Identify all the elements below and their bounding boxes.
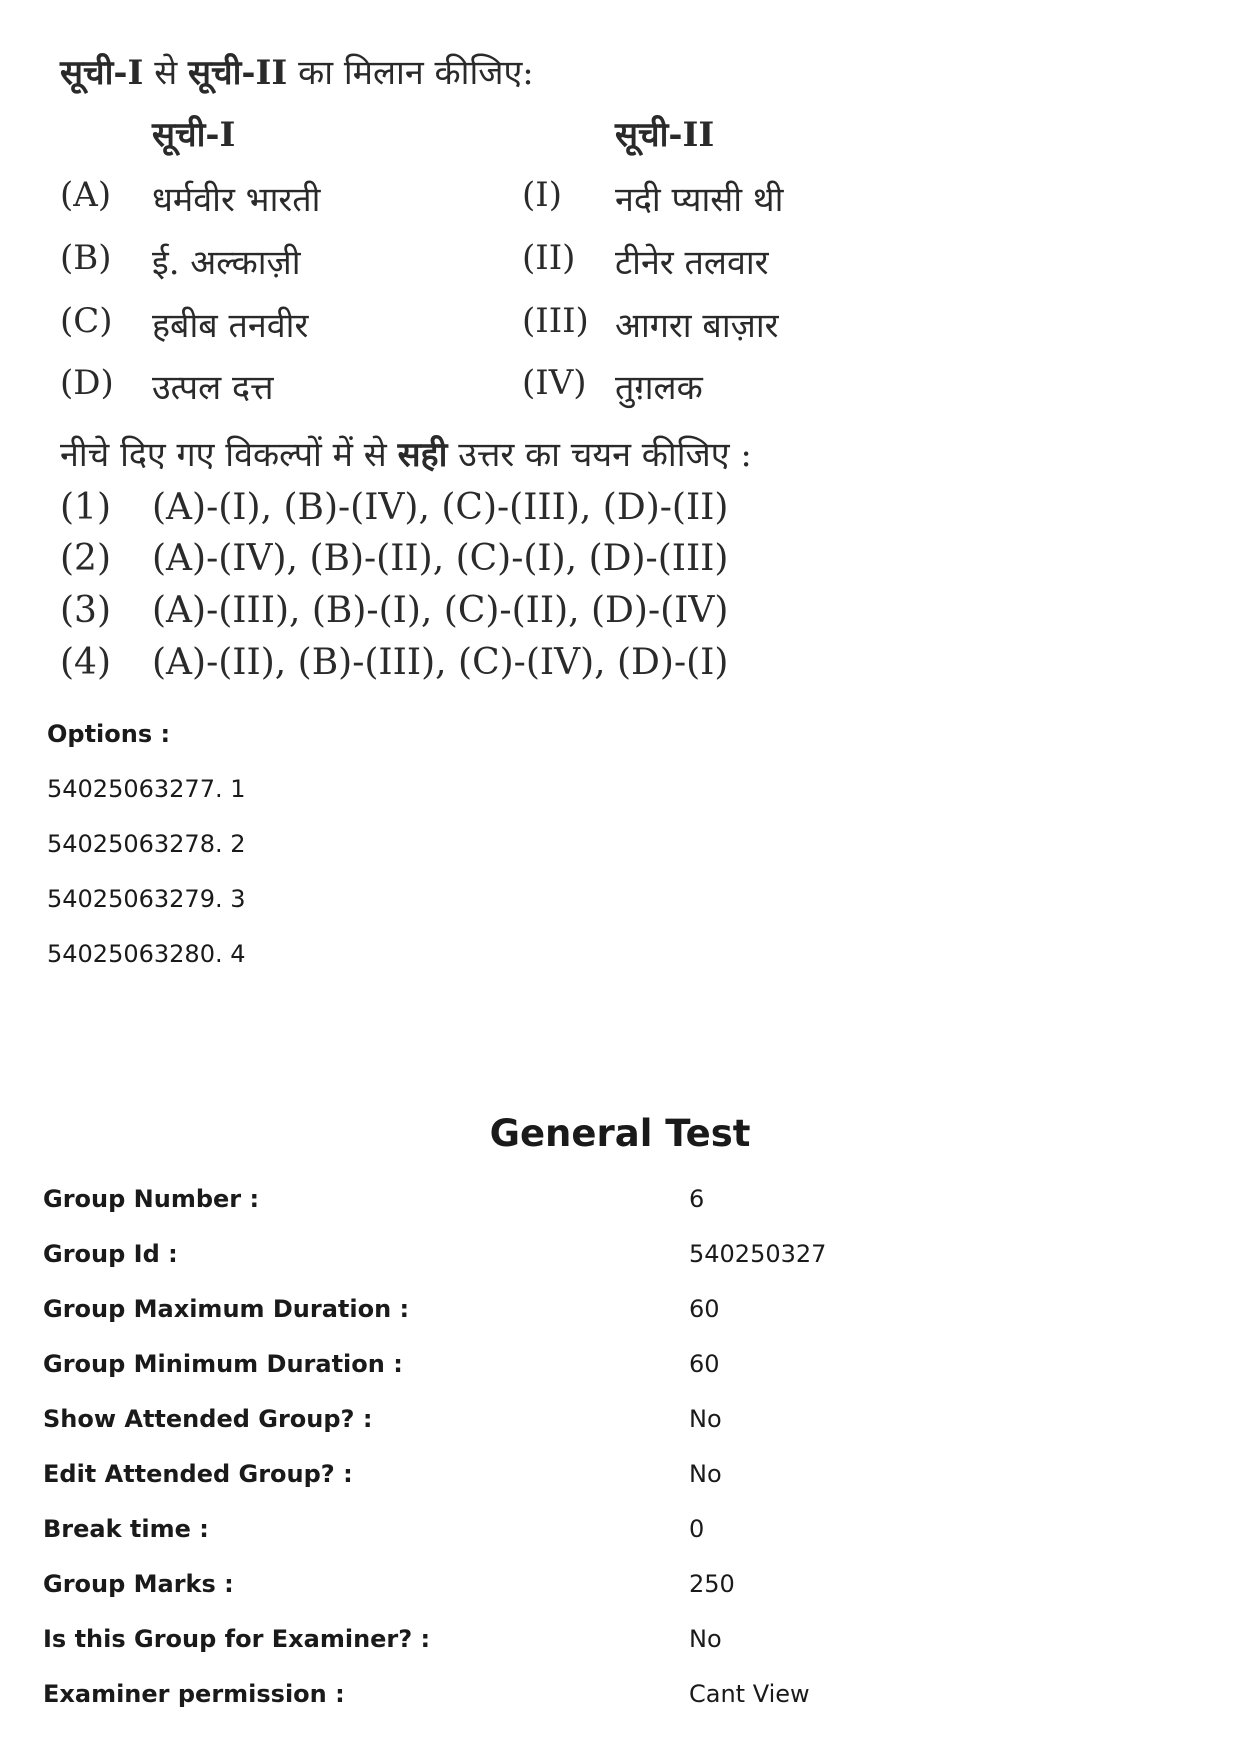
instruction-emphasis: सही — [397, 435, 448, 475]
meta-row-for-examiner — [43, 1625, 1193, 1665]
left-label: (B) — [60, 238, 112, 278]
meta-row-min-duration — [43, 1350, 1193, 1390]
title-rest: का मिलान कीजिए: — [287, 53, 534, 93]
meta-row-edit-attended — [43, 1460, 1193, 1500]
meta-value: 60 — [689, 1295, 720, 1323]
instruction-start: नीचे दिए गए विकल्पों में से — [60, 435, 398, 475]
meta-key: Show Attended Group? : — [43, 1405, 373, 1433]
meta-key: Group Number : — [43, 1185, 260, 1213]
right-text: टीनेर तलवार — [615, 243, 769, 283]
choice-number: (3) — [60, 590, 111, 631]
right-text: तुग़लक — [615, 368, 703, 408]
option-item-1: 54025063277. 1 — [47, 775, 246, 803]
left-label: (D) — [60, 363, 114, 403]
left-label: (C) — [60, 301, 113, 341]
title-connector: से — [143, 53, 189, 93]
meta-value: No — [689, 1405, 722, 1433]
meta-row-break-time — [43, 1515, 1193, 1555]
meta-value: 250 — [689, 1570, 735, 1598]
meta-value: Cant View — [689, 1680, 810, 1708]
meta-row-max-duration — [43, 1295, 1193, 1335]
list1-heading: सूची-I — [152, 115, 236, 155]
meta-value: 540250327 — [689, 1240, 827, 1268]
meta-key: Edit Attended Group? : — [43, 1460, 353, 1488]
question-instruction — [60, 430, 752, 476]
left-label: (A) — [60, 175, 112, 215]
options-heading: Options : — [47, 720, 171, 748]
right-label: (II) — [522, 238, 576, 278]
right-label: (IV) — [522, 363, 587, 403]
meta-key: Break time : — [43, 1515, 209, 1543]
title-list2: सूची-II — [188, 53, 288, 93]
question-image-block — [60, 40, 850, 700]
meta-row-group-marks — [43, 1570, 1193, 1610]
right-label: (III) — [522, 301, 589, 341]
meta-key: Group Minimum Duration : — [43, 1350, 403, 1378]
right-text: आगरा बाज़ार — [615, 306, 779, 346]
instruction-end: उत्तर का चयन कीजिए : — [447, 435, 752, 475]
left-text: उत्पल दत्त — [152, 368, 274, 408]
question-title — [60, 48, 534, 94]
choice-number: (1) — [60, 487, 111, 528]
left-text: धर्मवीर भारती — [152, 180, 321, 220]
option-item-3: 54025063279. 3 — [47, 885, 246, 913]
list2-heading: सूची-II — [615, 115, 715, 155]
meta-row-group-id — [43, 1240, 1193, 1280]
meta-value: No — [689, 1460, 722, 1488]
meta-value: 60 — [689, 1350, 720, 1378]
meta-key: Group Marks : — [43, 1570, 234, 1598]
right-label: (I) — [522, 175, 562, 215]
meta-key: Group Maximum Duration : — [43, 1295, 410, 1323]
choice-number: (4) — [60, 642, 111, 683]
meta-key: Is this Group for Examiner? : — [43, 1625, 431, 1653]
meta-value: 0 — [689, 1515, 705, 1543]
meta-value: No — [689, 1625, 722, 1653]
choice-text: (A)-(III), (B)-(I), (C)-(II), (D)-(IV) — [152, 590, 729, 631]
choice-text: (A)-(IV), (B)-(II), (C)-(I), (D)-(III) — [152, 538, 729, 579]
left-text: ई. अल्काज़ी — [152, 243, 301, 283]
right-text: नदी प्यासी थी — [615, 180, 784, 220]
meta-row-show-attended — [43, 1405, 1193, 1445]
title-list1: सूची-I — [60, 53, 144, 93]
option-item-4: 54025063280. 4 — [47, 940, 246, 968]
meta-key: Group Id : — [43, 1240, 178, 1268]
meta-value: 6 — [689, 1185, 705, 1213]
choice-text: (A)-(II), (B)-(III), (C)-(IV), (D)-(I) — [152, 642, 729, 683]
meta-row-examiner-permission — [43, 1680, 1193, 1720]
section-title: General Test — [489, 1112, 751, 1155]
left-text: हबीब तनवीर — [152, 306, 309, 346]
meta-row-group-number — [43, 1185, 1193, 1225]
choice-text: (A)-(I), (B)-(IV), (C)-(III), (D)-(II) — [152, 487, 729, 528]
option-item-2: 54025063278. 2 — [47, 830, 246, 858]
choice-number: (2) — [60, 538, 111, 579]
meta-key: Examiner permission : — [43, 1680, 345, 1708]
